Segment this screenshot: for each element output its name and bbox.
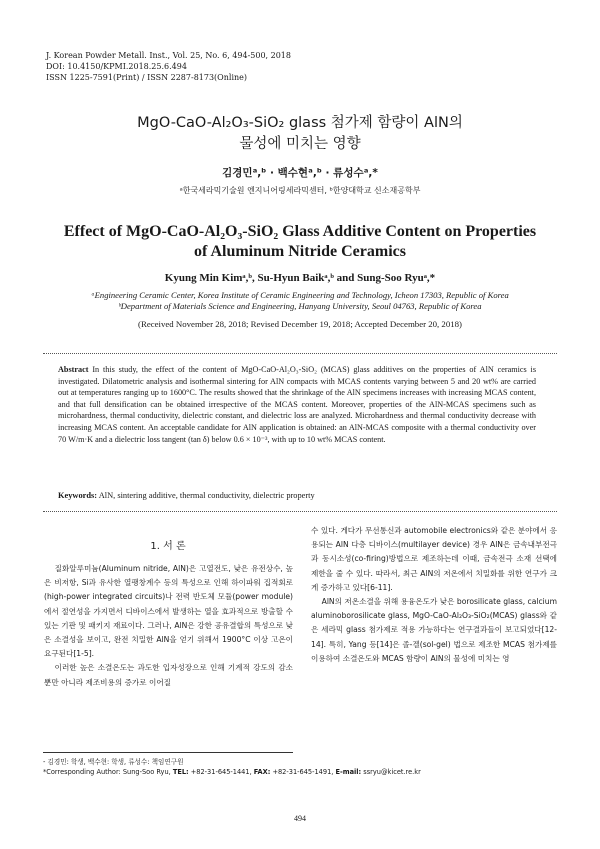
keywords-label: Keywords:	[58, 491, 98, 500]
tel-label: TEL:	[172, 768, 189, 776]
received-dates: (Received November 28, 2018; Revised December 19, 2018; Accepted December 20, 2018)	[138, 319, 462, 329]
affiliation-a: ᵃEngineering Ceramic Center, Korea Institute of Ceramic Engineering and Technology, Icheon 17303, Republic of Korea	[91, 290, 509, 300]
right-paragraph-1: 수 있다. 게다가 무선통신과 automobile electronics와 같은 분야에서 응용되는 AlN 다층 디바이스(multilayer device) 경우 AlN은 금속내부전극과 동시소성(co-firing)방법으로 제조하는데 이때, 금속전극 소재 선택에 제한을 줄 수 있다. 따라서, 최근 AlN의 저온에서 치밀화를 위한 연구가 크게 증가하고 있다[6-11].	[311, 526, 557, 592]
fax-label: FAX:	[253, 768, 271, 776]
fax-value: +82-31-645-1491,	[270, 768, 336, 776]
korean-authors: 김경민ᵃ,ᵇ · 백수현ᵃ,ᵇ · 류성수ᵃ,*	[222, 167, 378, 179]
abstract-label: Abstract	[58, 365, 89, 374]
abstract	[58, 364, 536, 445]
keywords	[58, 491, 536, 500]
english-title	[40, 222, 560, 262]
footnote-roles: - 김경민: 학생, 백수현: 학생, 류성수: 책임연구원	[43, 758, 184, 766]
corr-author: *Corresponding Author: Sung-Soo Ryu,	[43, 768, 173, 776]
email-value: ssryu@kicet.re.kr	[361, 768, 421, 776]
left-paragraph-2: 이러한 높은 소결온도는 과도한 입자성장으로 인해 기계적 강도의 감소뿐만 아니라 제조비용의 증가로 이어질	[44, 663, 293, 687]
right-paragraph-2: AlN의 저온소결을 위해 용융온도가 낮은 borosilicate glass, calcium aluminoborosilicate glass, MgO-CaO-Al₂O₃-SiO₂(MCAS) glass와 같은 세라믹 glass 첨가제로 적용 가능하다는 연구결과들이 보고되었다[12-14]. 특히, Yang 등[14]은 졸-겔(sol-gel) 법으로 제조한 MCAS 첨가제를 이용하여 소결온도와 MCAS 함량이 AlN의 물성에 미치는 영	[311, 597, 557, 663]
section-heading: 1. 서 론	[150, 541, 186, 552]
email-label: E-mail:	[335, 768, 362, 776]
journal-citation: J. Korean Powder Metall. Inst., Vol. 25, No. 6, 494-500, 2018	[46, 51, 291, 60]
footnote	[43, 757, 563, 777]
right-column	[311, 524, 557, 666]
korean-title	[40, 113, 560, 155]
affiliation-b: ᵇDepartment of Materials Science and Engineering, Hanyang University, Seoul 04763, Republic of Korea	[118, 301, 482, 311]
abstract-text: In this study, the effect of the content of MgO-CaO-Al₂O₃-SiO₂ (MCAS) glass additives on the properties of AlN ceramics is investigated. Dilatometric analysis and isothermal sintering for AlN compacts with MCAS contents varying between 5 and 20 wt% are carried out at temperatures ranging up to 1600°C. The results showed that the shrinkage of the AlN specimens increases with increasing MCAS content, and that full densification can be obtained irrespective of the MCAS content. Moreover, properties of the AlN-MCAS specimens such as microhardness, thermal conductivity, dielectric constant, and dielectric loss are analyzed. Microhardness and thermal conductivity decrease with increasing MCAS content. An acceptable candidate for AlN application is obtained: an AlN-MCAS composite with a thermal conductivity over 70 W/m·K and a dielectric loss tangent (tan δ) below 0.6 × 10⁻³, with up to 10 wt% MCAS content.	[58, 365, 537, 444]
footnote-rule	[43, 752, 293, 753]
left-column	[44, 562, 293, 690]
korean-title-line1: MgO-CaO-Al₂O₃-SiO₂ glass 첨가제 함량이 AlN의	[137, 115, 463, 131]
journal-issn: ISSN 1225-7591(Print) / ISSN 2287-8173(Online)	[46, 73, 248, 82]
divider-top	[43, 353, 557, 354]
english-authors: Kyung Min Kimᵃ,ᵇ, Su-Hyun Baikᵃ,ᵇ and Sung-Soo Ryuᵃ,*	[164, 272, 436, 284]
tel-value: +82-31-645-1441,	[188, 768, 254, 776]
korean-affiliations: ᵃ한국세라믹기술원 엔지니어링세라믹센터, ᵇ한양대학교 신소재공학부	[179, 186, 421, 195]
divider-bottom	[43, 511, 557, 512]
english-title-line2: of Aluminum Nitride Ceramics	[194, 243, 406, 260]
korean-title-line2: 물성에 미치는 영향	[239, 136, 361, 152]
footnote-corresponding	[43, 767, 563, 777]
keywords-text: AlN, sintering additive, thermal conductivity, dielectric property	[98, 491, 315, 500]
left-paragraph-1: 질화알루미늄(Aluminum nitride, AlN)은 고열전도, 낮은 유전상수, 높은 비저항, Si과 유사한 열팽창계수 등의 특성으로 인해 하이파워 집적회로(high-power integrated circuits)나 전력 반도체 모듈(power module)에서 절연성을 가지면서 디바이스에서 발생하는 열을 효과적으로 방출할 수 있는 기판 및 패키지 재료이다. 그러나, AlN은 강한 공유결합의 특성으로 낮은 소결성을 보이고, 완전 치밀한 AlN을 얻기 위해서 1900°C 이상 고온이 요구된다[1-5].	[44, 564, 293, 659]
page-number: 494	[294, 814, 306, 823]
journal-doi: DOI: 10.4150/KPMI.2018.25.6.494	[46, 62, 187, 71]
english-title-line1: Effect of MgO-CaO-Al₂O₃-SiO₂ Glass Additive Content on Properties	[63, 223, 537, 240]
journal-info	[46, 50, 291, 83]
english-affiliations	[30, 290, 570, 312]
